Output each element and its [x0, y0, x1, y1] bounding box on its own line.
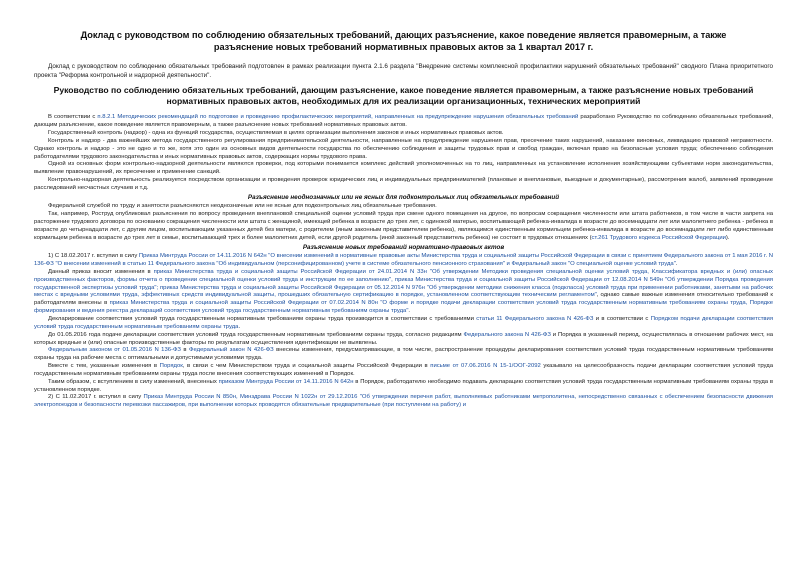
text-segment: Так, например, Роструд опубликовал разъяснения по вопросу проведения внеплановой специальной оценки условий труда при смене одного помещения на другое, по вопросам сокращения численности или штата работников, в том числе в части запрета на расторжение трудового договора по основанию сокращения численности или штата с женщиной, имеющей ребенка в возрасте до трех лет, с одинокой матерью, воспитывающей ребенка-инвалида в возрасте до восемнадцати лет или малолетнего ребенка - ребенка в возрасте до четырнадцати лет, с другим лицом, воспитывающим указанных детей без матери, с родителем (иным законным представителем ребенка), являющимся единственным кормильцем ребенка-инвалида в возрасте до восемнадцати лет либо единственным кормильцем ребенка в возрасте до трех лет в семье, воспитывающей трех и более малолетних детей, если другой родитель (иной законный представитель ребенка) не состоит в трудовых отношениях ( [34, 211, 773, 241]
text-segment: , однако самые важные изменения относительно требований к работодателям внесены в [34, 292, 773, 307]
text-segment: . [675, 261, 678, 268]
intro-paragraph: Доклад с руководством по соблюдению обязательных требований подготовлен в рамках реализации пункта 2.1.6 раздела "Внедрение системы комплексной профилактики нарушений обязательных требований" сводного Плана приоритетного проекта "Реформа контрольной и надзорной деятельности". [34, 63, 773, 79]
text-segment: Декларирование соответствия условий труда государственным нормативным требованиям охраны труда производится в соответствии с требованиями [48, 315, 477, 322]
law-426fz-link[interactable]: Федерального закона N 426-ФЗ [463, 331, 551, 338]
paragraph-order-642n [34, 253, 773, 269]
text-segment: ). [725, 234, 730, 241]
paragraph-rostrud-clarifies: Федеральной службой по труду и занятости разъясняются неоднозначные или не ясные для подконтрольных лиц обязательные требования. [48, 203, 437, 210]
paragraph-order-850n [34, 394, 773, 410]
text-segment: в [181, 347, 190, 354]
paragraph-control-activity: Контрольно-надзорная деятельность реализуется посредством организации и проведения проверок юридических лиц и индивидуальных предпринимателей (плановые и внеплановые, выездные и документарные), рассмотрения жалоб, заявлений проведение расследований несчастных случаев и т.д. [34, 177, 773, 191]
text-segment: В соответствии с [48, 114, 98, 121]
law-426fz-link[interactable]: Федеральный закон N 426-ФЗ [189, 347, 274, 354]
text-segment: и Порядка в указанный период, осуществлялась в отношении рабочих мест, на которых вредные и (или) опасные производственные факторы по результатам осуществления идентификации не выявлены. [34, 331, 774, 346]
paragraph-declaration [34, 316, 773, 332]
section-heading-new-requirements: Разъяснение новых требований нормативно-правовых актов [302, 243, 505, 251]
paragraph-order-changes [34, 269, 773, 316]
paragraph-before-2016 [34, 332, 773, 348]
text-segment: . [408, 308, 411, 315]
text-segment: Таким образом, с вступлением в силу изменений, внесенных [48, 378, 219, 385]
paragraph-methodology [34, 114, 773, 130]
paragraph-control-supervision: Контроль и надзор - два важнейших метода государственного регулирования предпринимательской деятельности, направленные на предупреждение нарушения прав, пресечение таких нарушений, наказание виновных, ликвидацию правовой неграмотности. Однако контроль и надзор - это не одно и то же, хотя это один из основных видов деятельности государства по обеспечению соблюдения и защиты трудовых прав и свобод граждан, включая право на безопасные условия труда; обеспечению соблюдения работодателями трудового законодательства и иных нормативных правовых актов, содержащих нормы трудового права. [34, 137, 773, 160]
ministry-letter-link[interactable]: письме от 07.06.2016 N 15-1/ООГ-2092 [430, 363, 541, 370]
text-segment: указывало на целесообразность подачи декларации соответствия условий труда государственным нормативным требованиям охраны труда после внесения соответствующих изменений в Порядок. [34, 363, 773, 377]
text-segment: в Порядок, работодателю необходимо подавать декларацию соответствия условий труда государственным нормативным требованиям охраны труда в установленном порядке. [34, 378, 774, 393]
procedure-link[interactable]: Порядок [159, 363, 183, 370]
paragraph-law-136fz [34, 347, 773, 363]
text-segment: 2) С 11.02.2017 г. вступил в силу [48, 394, 144, 401]
law-136fz-link[interactable]: Федеральным законом от 01.05.2016 N 136-ФЗ [48, 347, 181, 354]
text-segment: 1) С 18.02.2017 г. вступил в силу [48, 253, 139, 260]
text-segment: разработано Руководство по соблюдению обязательных требований, дающим разъяснение, какое поведение является правомерным, а также разъяснение новых требований нормативных правовых актов. [34, 114, 774, 129]
document-body [34, 114, 773, 410]
methodology-link[interactable]: п.8.2.1 Методических рекомендаций по подготовке и проведению профилактических мероприятий, направленных на предупреждение нарушения обязательных требований [97, 114, 579, 121]
order-642n-link[interactable]: Приказ Минтруда России от 14.11.2016 N 642н "О внесении изменений в нормативные правовые акты Министерства труда и социальной защиты Российской Федерации в связи с принятием Федерального закона от 1 мая 2016 г. N 136-ФЗ "О внесении изменений в статью 11 Федерального закона "Об индивидуальном (персонифицированном) учете в системе обязательного пенсионного страхования" и Федеральный закон "О специальной оценке условий труда" [34, 253, 773, 268]
paragraph-inspections: Одной из основных форм контрольно-надзорной деятельности являются проверки, под которыми понимается комплекс действий уполномоченных на то лиц, направленных на установление исполнения хозяйствующими субъектами норм законодательства, выявление правонарушений, их пресечение и применение санкций. [34, 161, 773, 176]
paragraph-state-control: Государственный контроль (надзор) - одна из функций государства, осуществляемая в целях организации выполнения законов и иных нормативных правовых актов. [48, 130, 504, 137]
paragraph-ministry-letter [34, 363, 773, 379]
document-title: Доклад с руководством по соблюдению обязательных требований, дающих разъяснение, какое поведение является правомерным, а также разъяснение новых требований нормативных правовых актов за 1 квартал 2017 г. [80, 30, 727, 52]
article-11-link[interactable]: статьи 11 Федерального закона N 426-ФЗ [476, 315, 594, 322]
paragraph-rostrud-example [34, 211, 773, 242]
text-segment: Данный приказ вносит изменения в [48, 268, 154, 275]
guide-title: Руководство по соблюдению обязательных требований, дающим разъяснение, какое поведение является правомерным, а также разъяснение новых требований нормативных правовых актов, необходимых для их реализации организационных, технических мероприятий [53, 85, 754, 106]
order-80n-link[interactable]: приказ Министерства труда и социальной защиты Российской Федерации от 07.02.2014 N 80н "О форме и порядке подачи декларации соответствия условий труда государственным нормативным требованиям охраны труда, Порядке формирования и ведения реестра деклараций соответствия условий труда государственным нормативным требованиям охраны труда" [34, 300, 773, 315]
section-heading-ambiguous-requirements: Разъяснение неоднозначных или не ясных для подконтрольных лиц обязательных требований [247, 193, 560, 201]
declaration-procedure-link[interactable]: Порядком подачи декларации соответствия условий труда государственным нормативным требованиям охраны труда [34, 315, 774, 330]
orders-list-link[interactable]: приказ Министерства труда и социальной защиты Российской Федерации от 24.01.2014 N 33н "Об утверждении Методики проведения специальной оценки условий труда, Классификатора вредных и (или) опасных производственных факторов, формы отчета о проведении специальной оценки условий труда и инструкции по ее заполнению", приказ Министерства труда и социальной защиты Российской Федерации от 12.08.2014 N 549н "Об утверждении Порядка проведения государственной экспертизы условий труда"; приказ Министерства труда и социальной защиты Российской Федерации от 05.12.2014 N 976н "Об утверждении методики снижения класса (подкласса) условий труда при применении работниками, занятыми на рабочих местах с вредными условиями труда, эффективных средств индивидуальной защиты, прошедших обязательную сертификацию в порядке, установленном соответствующим техническим регламентом" [34, 268, 774, 299]
text-segment: До 01.05.2016 года подаче декларации соответствия условий труда государственным нормативным требованиям охраны труда, согласно редакциям [48, 331, 464, 338]
text-segment: внесены изменения, предусматривающие, в том числе, распространение процедуры декларирования соответствия условий труда государственным нормативным требованиям охраны труда на рабочие места с оптимальными и допустимыми условиями труда. [34, 347, 774, 362]
text-segment: , в связи с чем Министерством труда и социальной защиты Российской Федерации в [182, 363, 431, 370]
text-segment: . [238, 323, 241, 330]
order-642n-link[interactable]: приказом Минтруда России от 14.11.2016 N 642н [218, 378, 354, 385]
order-850n-link[interactable]: Приказ Минтруда России N 850н, Минздрава России N 1022н от 29.12.2016 "Об утверждении перечня работ, выполняемых работниками метрополитена, непосредственно связанных с обеспечением безопасности движения электропоездов и безопасности перевозки пассажиров, при выполнении которых проводятся обязательные предварительные (при поступлении на работу) и [34, 394, 773, 409]
paragraph-conclusion [34, 379, 773, 395]
text-segment: Вместе с тем, указанные изменения в [48, 363, 160, 370]
labor-code-article-link[interactable]: ст.261 Трудового кодекса Российской Федерации [591, 234, 726, 241]
text-segment: и в соответствии с [593, 315, 651, 322]
